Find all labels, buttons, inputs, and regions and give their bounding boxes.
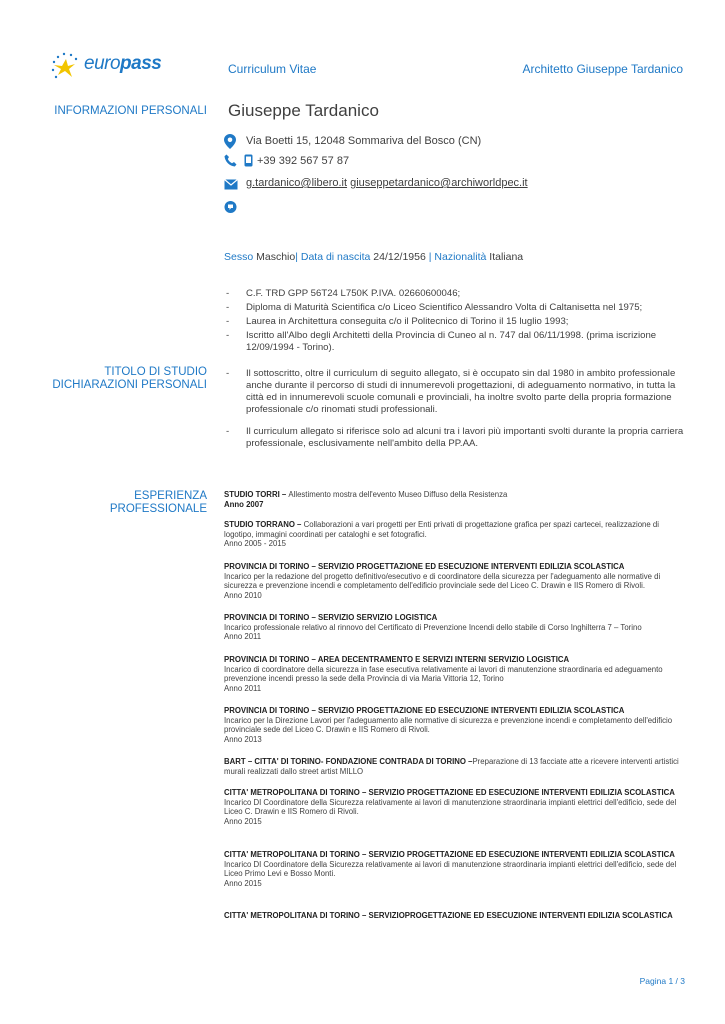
section-label-line: DICHIARAZIONI PERSONALI — [52, 379, 207, 391]
address: Via Boetti 15, 12048 Sommariva del Bosco (CN) — [246, 135, 482, 147]
experience-entry — [224, 562, 686, 600]
nationality-value: Italiana — [489, 251, 524, 263]
titles-list — [224, 288, 686, 356]
entry-desc: Incarico di coordinatore della sicurezza in fase esecutiva relativamente ai lavori di manutenzione straordinaria ed adeguamento prevenzione incendi presso la sede della Provincia di via Maria Vittoria 12, Torino — [224, 664, 663, 684]
section-label-experience — [17, 490, 207, 516]
email-link-1[interactable]: g.tardanico@libero.it — [246, 177, 348, 189]
list-item: - Laurea in Architettura conseguita c/o il Politecnico di Torino il 15 luglio 1993; — [224, 316, 686, 328]
experience-entry — [224, 613, 686, 642]
experience-entry — [224, 850, 686, 888]
location-icon — [224, 134, 236, 149]
experience-entry — [224, 706, 686, 744]
phone-number[interactable]: +39 392 567 57 87 — [257, 155, 350, 167]
list-item: - Diploma di Maturità Scientifica c/o Liceo Scientifico Alessandro Volta di Caltanisetta nel 1975; — [224, 302, 686, 314]
mobile-icon — [244, 154, 253, 167]
doc-owner: Architetto Giuseppe Tardanico — [522, 62, 683, 76]
entry-title: STUDIO TORRI – — [224, 490, 289, 499]
europass-wordmark: europass — [84, 53, 162, 74]
phone-icon — [224, 154, 237, 167]
list-item: - Il curriculum allegato si riferisce solo ad alcuni tra i lavori più importanti svolti durante la propria carriera professionale, esclusivamente nell'ambito della PP.AA. — [224, 426, 686, 450]
entry-desc: Collaborazioni a vari progetti per Enti privati di progettazione grafica per spazi cartecei, realizzazione di logotipo, immagini coordinati per cataloghi e set fotografici. — [224, 520, 659, 539]
entry-desc: Preparazione di 13 facciate atte a ricevere interventi artistici murali realizzati dallo street artist MILLO — [224, 757, 679, 776]
entry-desc: Incarico per la Direzione Lavori per l'adeguamento alle normative di sicurezza e prevenzione incendi e completamento dell'edificio provinciale sede del Liceo C. Drawin e IIS Romero di Rivoli. — [224, 715, 673, 735]
experience-entry — [224, 655, 686, 693]
separator: | — [295, 251, 298, 263]
section-label-line: ESPERIENZA — [134, 490, 207, 502]
entry-year: Anno 2011 — [224, 632, 262, 642]
list-item: - Il sottoscritto, oltre il curriculum di seguito allegato, si è occupato sin dal 1980 in ambito professionale anche durante il percorso di studi di innumerevoli progettazioni, di adeguamento normativo, in tutta la città ed in innumerevoli scuole comunali e provinciali, ha inoltre svolto parte della propria formazione professionale c/o rinomati studi professionali. — [224, 368, 686, 416]
entry-desc: Allestimento mostra dell'evento Museo Diffuso della Resistenza — [288, 490, 508, 499]
section-label-line: TITOLO DI STUDIO — [104, 366, 207, 378]
entry-year: Anno 2015 — [224, 878, 262, 888]
experience-entry — [224, 757, 686, 776]
entry-desc: Incarico DI Coordinatore della Sicurezza relativamente ai lavori di manutenzione straordinaria impianti elettrici dell'edificio, sede del Liceo C. Drawin e IIS Romero di Rivoli. — [224, 797, 677, 817]
list-item: - Iscritto all'Albo degli Architetti della Provincia di Cuneo al n. 747 dal 06/11/1998. (prima iscrizione 12/09/1994 - Torino). — [224, 330, 686, 354]
entry-title: CITTA' METROPOLITANA DI TORINO – SERVIZIO PROGETTAZIONE ED ESECUZIONE INTERVENTI EDILIZIA SCOLASTICA — [224, 788, 675, 797]
entry-title: PROVINCIA DI TORINO – AREA DECENTRAMENTO E SERVIZI INTERNI SERVIZIO LOGISTICA — [224, 655, 570, 664]
declarations-list — [224, 368, 686, 452]
experience-entry — [224, 520, 686, 549]
entry-year: Anno 2007 — [224, 499, 264, 509]
entry-desc: Incarico DI Coordinatore della Sicurezza relativamente ai lavori di manutenzione straordinaria impianti elettrici dell'edificio, sede del Liceo Primo Levi e Bosso Monti. — [224, 859, 677, 879]
section-label-line: PROFESSIONALE — [109, 503, 207, 515]
sex-value: Maschio — [256, 251, 296, 263]
entry-desc: Incarico per la redazione del progetto definitivo/esecutivo e di coordinatore della sicurezza per l'adeguamento alle normative di sicurezza e prevenzione incendi e completamento dell'edificio provinciale sede del Liceo C. Drawin e IIS Romero di Rivoli. — [224, 571, 661, 591]
sex-label: Sesso — [224, 251, 254, 263]
doc-title: Curriculum Vitae — [228, 62, 317, 76]
entry-year: Anno 2015 — [224, 816, 262, 826]
email-link-2[interactable]: giuseppetardanico@archiworldpec.it — [350, 177, 528, 189]
personal-details-line — [224, 251, 523, 263]
birthdate-value: 24/12/1956 — [373, 251, 426, 263]
experience-entry — [224, 911, 686, 921]
nationality-label: Nazionalità — [434, 251, 487, 263]
entry-year: Anno 2005 - 2015 — [224, 539, 286, 549]
entry-title: CITTA' METROPOLITANA DI TORINO – SERVIZIOPROGETTAZIONE ED ESECUZIONE INTERVENTI EDILIZIA SCOLASTICA — [224, 911, 673, 920]
entry-desc: Incarico professionale relativo al rinnovo del Certificato di Prevenzione Incendi dello stabile di Corso Inghilterra 7 – Torino — [224, 622, 642, 632]
birthdate-label: Data di nascita — [300, 251, 371, 263]
list-item: - C.F. TRD GPP 56T24 L750K P.IVA. 02660600046; — [224, 288, 686, 300]
entry-title: CITTA' METROPOLITANA DI TORINO – SERVIZIO PROGETTAZIONE ED ESECUZIONE INTERVENTI EDILIZIA SCOLASTICA — [224, 850, 675, 859]
separator: | — [428, 251, 432, 263]
entry-year: Anno 2011 — [224, 683, 262, 693]
messenger-icon — [224, 200, 237, 214]
email-line — [246, 177, 528, 189]
email-icon — [224, 179, 238, 190]
person-name: Giuseppe Tardanico — [228, 101, 379, 120]
entry-year: Anno 2010 — [224, 590, 262, 600]
entry-title: PROVINCIA DI TORINO – SERVIZIO PROGETTAZIONE ED ESECUZIONE INTERVENTI EDILIZIA SCOLASTICA — [224, 562, 625, 571]
entry-title: PROVINCIA DI TORINO – SERVIZIO PROGETTAZIONE ED ESECUZIONE INTERVENTI EDILIZIA SCOLASTICA — [224, 706, 625, 715]
entry-title: STUDIO TORRANO – — [224, 520, 304, 529]
experience-entry — [224, 788, 686, 826]
section-label-titles — [17, 366, 207, 392]
entry-title: BART – CITTA' DI TORINO- FONDAZIONE CONTRADA DI TORINO – — [224, 757, 473, 766]
entry-year: Anno 2013 — [224, 734, 262, 744]
experience-entry — [224, 490, 686, 509]
section-label-personal: INFORMAZIONI PERSONALI — [54, 105, 207, 117]
entry-title: PROVINCIA DI TORINO – SERVIZIO SERVIZIO LOGISTICA — [224, 613, 438, 622]
page-number: Pagina 1 / 3 — [639, 976, 685, 986]
